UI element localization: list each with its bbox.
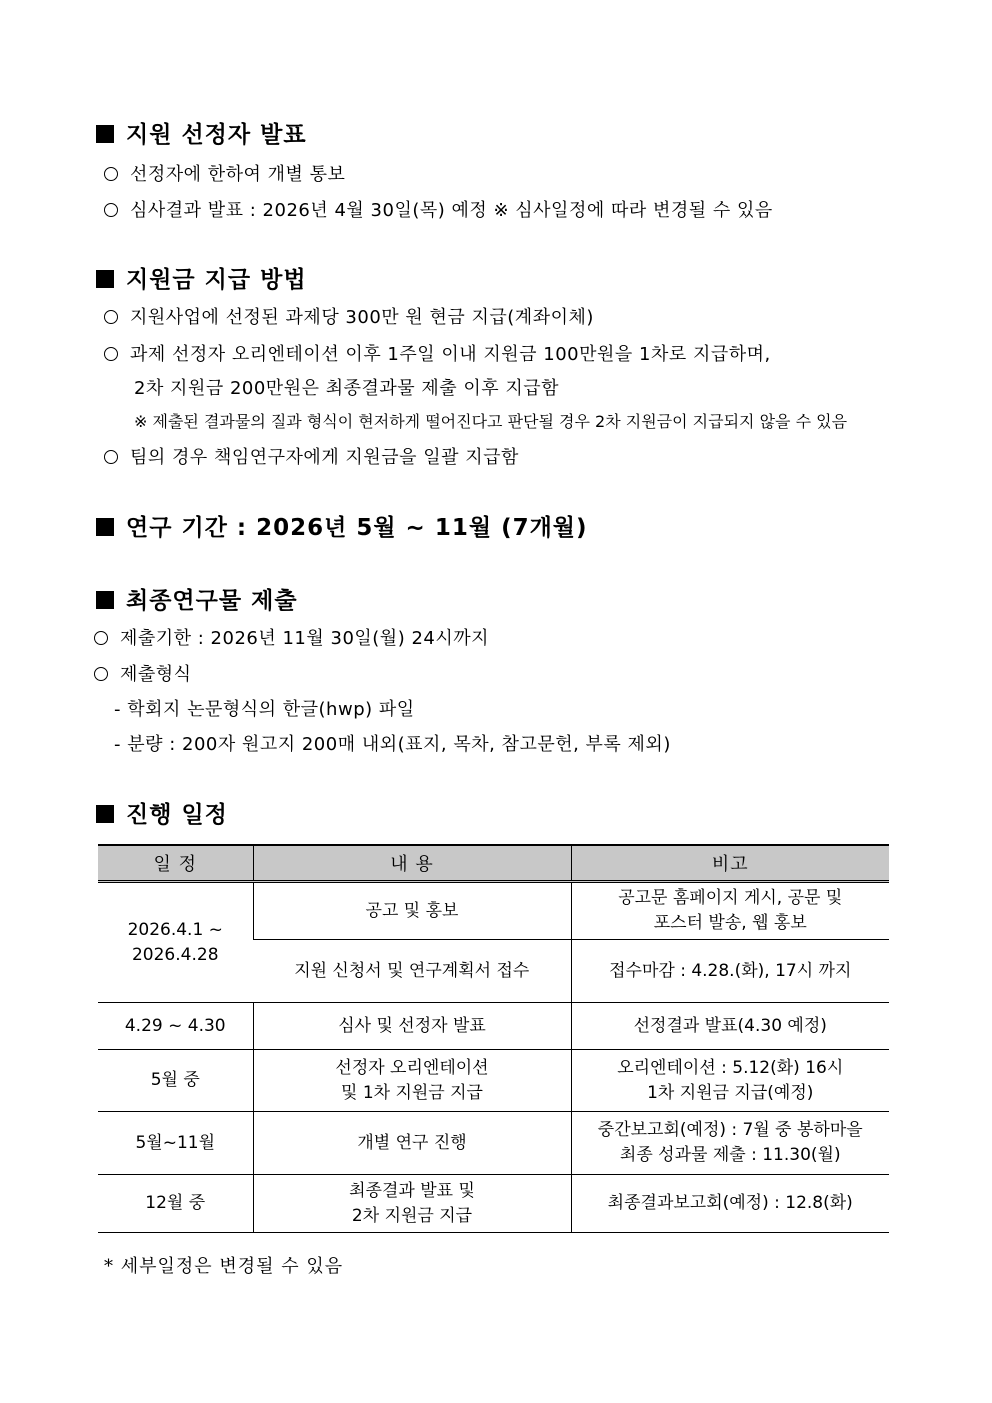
row3-date: 5월 중: [98, 1050, 253, 1112]
square-bullet-icon: [96, 125, 114, 143]
row4-date: 5월~11월: [98, 1112, 253, 1175]
schedule-table: [98, 844, 889, 1233]
row1a-note: 공고문 홈페이지 게시, 공문 및 포스터 발송, 웹 홍보: [571, 882, 889, 940]
circle-bullet-icon: [104, 450, 118, 464]
circle-bullet-icon: [94, 631, 108, 645]
row3-content: 선정자 오리엔테이션 및 1차 지원금 지급: [253, 1050, 571, 1112]
row1a-content: 공고 및 홍보: [253, 882, 571, 940]
square-bullet-icon: [96, 518, 114, 536]
row2-note: 선정결과 발표(4.30 예정): [571, 1003, 889, 1050]
row3-note: 오리엔테이션 : 5.12(화) 16시 1차 지원금 지급(예정): [571, 1050, 889, 1112]
row5-date: 12월 중: [98, 1175, 253, 1233]
header-content: 내 용: [253, 845, 571, 882]
section-heading-announce: 지원 선정자 발표: [96, 116, 307, 149]
circle-bullet-icon: [94, 667, 108, 681]
circle-bullet-icon: [104, 347, 118, 361]
section-heading-schedule: 진행 일정: [96, 796, 228, 829]
section-heading-period: 연구 기간 : 2026년 5월 ~ 11월 (7개월): [96, 509, 588, 542]
header-date: 일 정: [98, 845, 253, 882]
schedule-footnote: * 세부일정은 변경될 수 있음: [104, 1256, 344, 1277]
table-row: [98, 882, 889, 940]
row2-date: 4.29 ~ 4.30: [98, 1003, 253, 1050]
table-header-row: [98, 845, 889, 882]
row4-content: 개별 연구 진행: [253, 1112, 571, 1175]
announce-item-1: 선정자에 한하여 개별 통보: [104, 160, 345, 186]
header-note: 비고: [571, 845, 889, 882]
payment-item-2-note: ※ 제출된 결과물의 질과 형식이 현저하게 떨어진다고 판단될 경우 2차 지원금이 지급되지 않을 수 있음: [134, 412, 848, 431]
row1b-content: 지원 신청서 및 연구계획서 접수: [253, 940, 571, 1003]
square-bullet-icon: [96, 591, 114, 609]
payment-item-3: 팀의 경우 책임연구자에게 지원금을 일괄 지급함: [104, 443, 519, 469]
circle-bullet-icon: [104, 167, 118, 181]
final-format-sub-1: - 학회지 논문형식의 한글(hwp) 파일: [114, 699, 415, 720]
row1b-note: 접수마감 : 4.28.(화), 17시 까지: [571, 940, 889, 1003]
circle-bullet-icon: [104, 310, 118, 324]
final-deadline: 제출기한 : 2026년 11월 30일(월) 24시까지: [94, 624, 489, 650]
payment-item-1: 지원사업에 선정된 과제당 300만 원 현금 지급(계좌이체): [104, 303, 594, 329]
row5-note: 최종결과보고회(예정) : 12.8(화): [571, 1175, 889, 1233]
final-format-sub-2: - 분량 : 200자 원고지 200매 내외(표지, 목차, 참고문헌, 부록 제외): [114, 734, 671, 755]
row5-content: 최종결과 발표 및 2차 지원금 지급: [253, 1175, 571, 1233]
row1-date: 2026.4.1 ~ 2026.4.28: [98, 882, 253, 1003]
row4-note: 중간보고회(예정) : 7월 중 봉하마을 최종 성과물 제출 : 11.30(월): [571, 1112, 889, 1175]
section-heading-payment: 지원금 지급 방법: [96, 261, 307, 294]
announce-item-2: 심사결과 발표 : 2026년 4월 30일(목) 예정 ※ 심사일정에 따라 변경될 수 있음: [104, 196, 773, 222]
table-row: [98, 1175, 889, 1233]
section-heading-final: 최종연구물 제출: [96, 582, 298, 615]
square-bullet-icon: [96, 805, 114, 823]
table-row: [98, 1112, 889, 1175]
final-format: 제출형식: [94, 660, 192, 686]
square-bullet-icon: [96, 270, 114, 288]
table-row: [98, 1050, 889, 1112]
payment-item-2: 과제 선정자 오리엔테이션 이후 1주일 이내 지원금 100만원을 1차로 지급하며,: [104, 340, 771, 366]
circle-bullet-icon: [104, 203, 118, 217]
row2-content: 심사 및 선정자 발표: [253, 1003, 571, 1050]
payment-item-2-continued: 2차 지원금 200만원은 최종결과물 제출 이후 지급함: [134, 378, 560, 399]
table-row: [98, 1003, 889, 1050]
